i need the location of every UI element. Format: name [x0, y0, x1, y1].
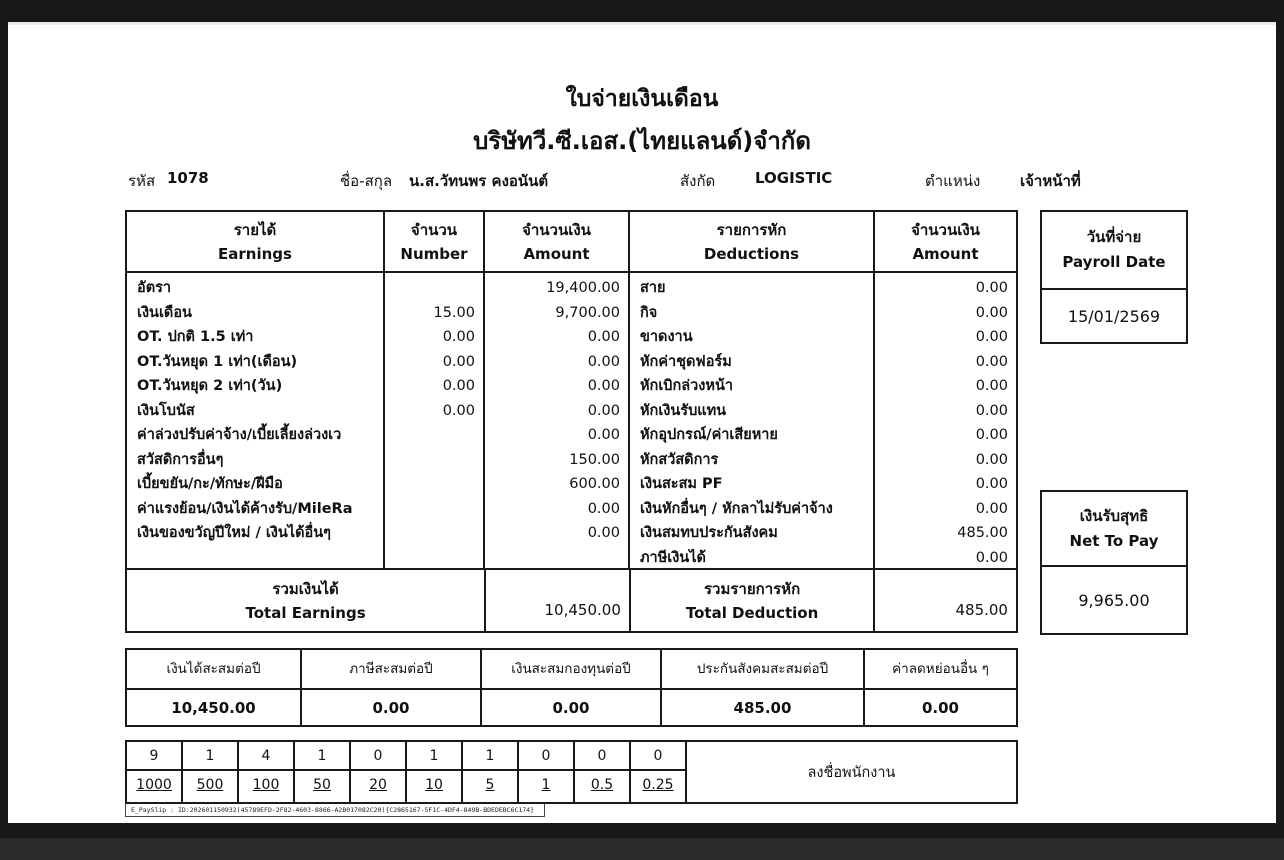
denomination-column: [407, 742, 463, 802]
employee-info-row: [8, 169, 1276, 195]
denomination-value: 0.25: [642, 777, 674, 793]
denomination-column: [463, 742, 519, 802]
total-earnings-label: [127, 570, 486, 631]
deduction-label: หักเงินรับแทน: [640, 402, 727, 419]
earning-number: [385, 448, 483, 473]
payroll-date-value-box: [1040, 288, 1188, 344]
earning-number: 0.00: [442, 329, 475, 345]
earning-label: เงินของขวัญปีใหม่ / เงินได้อื่นๆ: [137, 525, 331, 541]
earning-label: อัตรา: [137, 280, 172, 296]
table-body: [127, 273, 1016, 568]
ytd-summary-table: [125, 648, 1018, 727]
total-earnings-amount: 10,450.00: [486, 570, 631, 631]
payroll-date-label-box: [1040, 210, 1188, 290]
denomination-count: 0: [519, 742, 573, 771]
denomination-column: [519, 742, 575, 802]
deduction-label: กิจ: [640, 304, 658, 321]
earnings-deductions-table: [125, 210, 1018, 633]
table-header-row: [127, 212, 1016, 273]
total-earnings-label-th: รวมเงินได้: [272, 579, 339, 598]
earning-number: [385, 472, 483, 497]
deduction-label: หักอุปกรณ์/ค่าเสียหาย: [640, 427, 778, 443]
denomination-count: 9: [127, 742, 181, 771]
deduction-amount: 0.00: [975, 451, 1008, 468]
denomination-count: 0: [575, 742, 629, 771]
total-deduction-amount: 485.00: [955, 601, 1008, 619]
system-id-footnote: E_PaySlip : ID:202601150932(45789EFD-2F82-4603-8866-A2B017082C20){C2865167-5F1C-4DF4-849B-BDEDEBC6C174}: [125, 804, 545, 817]
denomination-value: 20: [369, 777, 387, 793]
denomination-column: [575, 742, 631, 802]
earning-amount: 0.00: [587, 525, 620, 541]
deduction-amount: 0.00: [975, 378, 1008, 394]
earnings-amount-column: [485, 273, 630, 568]
denomination-column: [183, 742, 239, 802]
earning-amount: 0.00: [587, 402, 620, 419]
employee-signature-cell: ลงชื่อพนักงาน: [807, 764, 896, 781]
ytd-header: เงินสะสมกองทุนต่อปี: [482, 650, 662, 688]
table-totals-row: [127, 568, 1016, 631]
ytd-value-row: [127, 688, 1016, 725]
earnings-number-column: [385, 273, 485, 568]
deduction-label: หักค่าชุดฟอร์ม: [640, 353, 732, 370]
earnings-header-en: Earnings: [218, 244, 292, 263]
earning-amount: 0.00: [587, 353, 620, 370]
department-value: LOGISTIC: [755, 169, 833, 187]
deductions-label-column: [630, 273, 875, 568]
denomination-table: [125, 740, 1018, 804]
denomination-value: 1: [541, 777, 551, 793]
earning-label: เบี้ยขยัน/กะ/ทักษะ/ฝีมือ: [137, 476, 283, 492]
payslip-document: [8, 22, 1276, 823]
total-earnings-label-en: Total Earnings: [245, 603, 366, 622]
deduction-label: เงินสมทบประกันสังคม: [640, 525, 778, 541]
ytd-header: ค่าลดหย่อนอื่น ๆ: [892, 661, 989, 677]
denomination-count: 1: [295, 742, 349, 771]
deduction-amount: 0.00: [975, 329, 1008, 345]
amount-header-en: Amount: [523, 244, 590, 263]
denomination-count: 1: [407, 742, 461, 771]
deduction-label: หักสวัสดิการ: [640, 451, 719, 468]
position-value: เจ้าหน้าที่: [1020, 172, 1081, 190]
denomination-value: 500: [196, 777, 224, 793]
denomination-value: 50: [313, 777, 331, 793]
earning-number: 0.00: [442, 402, 475, 419]
denomination-count: 1: [183, 742, 237, 771]
ytd-value: 485.00: [662, 688, 865, 725]
earning-amount: 9,700.00: [555, 304, 620, 321]
employee-code-value: 1078: [167, 169, 209, 187]
earning-number: [385, 521, 483, 546]
earnings-label-column: [127, 273, 385, 568]
earning-number: [385, 497, 483, 522]
earning-label: OT.วันหยุด 1 เท่า(เดือน): [137, 353, 298, 370]
ytd-header: ประกันสังคมสะสมต่อปี: [662, 650, 865, 688]
denomination-count: 0: [351, 742, 405, 771]
deductions-header-th: รายการหัก: [716, 220, 787, 239]
earning-label: เงินเดือน: [137, 304, 192, 321]
position-label: ตำแหน่ง: [925, 172, 981, 190]
deduction-amount: 485.00: [957, 525, 1008, 541]
deduction-amount: 0.00: [975, 427, 1008, 443]
deductions-amount-column: [875, 273, 1016, 568]
earning-number: 0.00: [442, 378, 475, 394]
ytd-header: ภาษีสะสมต่อปี: [302, 650, 482, 688]
employee-code-label: รหัส: [128, 172, 156, 190]
deduction-label: ภาษีเงินได้: [640, 549, 706, 566]
payslip-title: ใบจ่ายเงินเดือน: [565, 86, 719, 112]
earnings-header: [127, 212, 385, 271]
earning-label: ค่าล่วงปรับค่าจ้าง/เบี้ยเลี้ยงล่วงเว: [137, 427, 342, 443]
payroll-date-label-en: Payroll Date: [1062, 253, 1166, 271]
denomination-value: 10: [425, 777, 443, 793]
denomination-count: 1: [463, 742, 517, 771]
earning-label: OT. ปกติ 1.5 เท่า: [137, 329, 254, 345]
denomination-column: [127, 742, 183, 802]
ytd-value: 0.00: [482, 688, 662, 725]
deduction-amount: 0.00: [975, 402, 1008, 419]
denomination-column: [295, 742, 351, 802]
deduction-amount-header-en: Amount: [912, 244, 979, 263]
denomination-count: 0: [631, 742, 685, 771]
net-to-pay-label-en: Net To Pay: [1069, 531, 1159, 550]
amount-header-th: จำนวนเงิน: [522, 220, 591, 239]
earning-number: 0.00: [442, 353, 475, 370]
deduction-amount: 0.00: [975, 476, 1008, 492]
payroll-date-value: 15/01/2569: [1067, 306, 1161, 326]
net-to-pay-value: 9,965.00: [1078, 590, 1150, 610]
bottom-strip: [0, 838, 1284, 860]
earning-amount: 600.00: [569, 476, 620, 492]
ytd-header: เงินได้สะสมต่อปี: [127, 650, 302, 688]
net-to-pay-label-box: [1040, 490, 1188, 567]
total-deduction-label: [631, 570, 875, 631]
deduction-label: เงินสะสม PF: [640, 476, 723, 492]
earning-label: ค่าแรงย้อน/เงินได้ค้างรับ/MileRa: [137, 500, 353, 517]
deduction-amount-header-th: จำนวนเงิน: [911, 220, 980, 239]
denomination-value: 5: [485, 777, 495, 793]
earning-amount: 0.00: [587, 500, 620, 517]
earning-number: [385, 423, 483, 448]
denomination-value: 1000: [136, 777, 172, 793]
deduction-label: สาย: [640, 280, 666, 296]
earning-label: OT.วันหยุด 2 เท่า(วัน): [137, 378, 283, 394]
earning-label: สวัสดิการอื่นๆ: [137, 451, 224, 468]
earning-amount: 150.00: [569, 451, 620, 468]
earning-amount: 0.00: [587, 329, 620, 345]
denomination-column: [631, 742, 687, 802]
department-label: สังกัด: [680, 172, 716, 190]
net-to-pay-label-th: เงินรับสุทธิ: [1079, 506, 1149, 525]
company-name: บริษัทวี.ซี.เอส.(ไทยแลนด์)จำกัด: [473, 127, 811, 155]
number-header-th: จำนวน: [410, 220, 458, 239]
earning-amount: 0.00: [587, 427, 620, 443]
number-header-en: Number: [400, 244, 468, 263]
employee-name-label: ชื่อ-สกุล: [340, 172, 393, 190]
number-header: [385, 212, 485, 271]
amount-header: [485, 212, 630, 271]
net-to-pay-value-box: [1040, 565, 1188, 635]
denomination-count: 4: [239, 742, 293, 771]
deductions-header: [630, 212, 875, 271]
deduction-label: หักเบิกล่วงหน้า: [640, 378, 733, 394]
deduction-amount: 0.00: [975, 500, 1008, 517]
deduction-amount: 0.00: [975, 280, 1008, 296]
deduction-amount: 0.00: [975, 549, 1008, 566]
denomination-column: [239, 742, 295, 802]
earning-number: [385, 276, 483, 301]
payroll-date-label-th: วันที่จ่าย: [1086, 228, 1142, 246]
denomination-value: 0.5: [590, 777, 614, 793]
total-deduction-label-th: รวมรายการหัก: [703, 579, 801, 598]
ytd-value: 10,450.00: [127, 688, 302, 725]
earning-number: 15.00: [433, 304, 475, 321]
deduction-label: ขาดงาน: [640, 329, 693, 345]
total-deduction-label-en: Total Deduction: [685, 603, 819, 622]
deduction-amount-header: [875, 212, 1016, 271]
denomination-value: 100: [252, 777, 280, 793]
deductions-header-en: Deductions: [703, 244, 800, 263]
earning-amount: 0.00: [587, 378, 620, 394]
deduction-label: เงินหักอื่นๆ / หักลาไม่รับค่าจ้าง: [640, 500, 833, 517]
ytd-header-row: [127, 650, 1016, 688]
earnings-header-th: รายได้: [233, 220, 277, 239]
earning-label: เงินโบนัส: [137, 402, 195, 419]
denomination-column: [351, 742, 407, 802]
deduction-amount: 0.00: [975, 353, 1008, 370]
deduction-amount: 0.00: [975, 304, 1008, 321]
ytd-value: 0.00: [302, 688, 482, 725]
ytd-value: 0.00: [865, 688, 1016, 725]
employee-name-value: น.ส.วัทนพร คงอนันต์: [409, 172, 549, 190]
earning-amount: 19,400.00: [546, 280, 620, 296]
